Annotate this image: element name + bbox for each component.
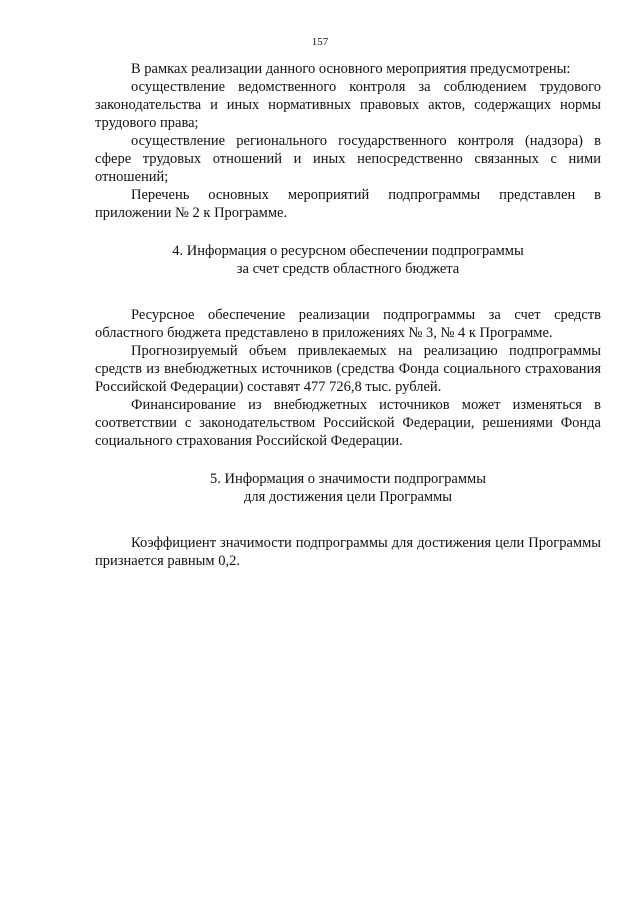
section-4-heading [95,242,601,278]
page-content [95,60,601,570]
section-4-title-line-2: за счет средств областного бюджета [236,261,460,277]
page-number: 157 [311,36,329,48]
section-5-title-line-2: для достижения цели Программы [243,489,453,505]
section-4-paragraph-3: Финансирование из внебюджетных источников может изменяться в соответствии с законодательством Российской Федерации, решениями Фонда социального страхования Российской Федерации. [95,397,601,449]
intro-item-1: осуществление ведомственного контроля за соблюдением трудового законодательства и иных нормативных правовых актов, содержащих нормы трудового права; [95,79,601,131]
section-4-paragraph-2: Прогнозируемый объем привлекаемых на реализацию подпрограммы средств из внебюджетных источников (средства Фонда социального страхования Российской Федерации) составят 477 726,8 тыс. рублей. [95,343,601,395]
section-5-paragraph-1: Коэффициент значимости подпрограммы для достижения цели Программы признается равным 0,2. [95,535,601,569]
section-5-heading [95,470,601,506]
section-4-paragraph-1: Ресурсное обеспечение реализации подпрограммы за счет средств областного бюджета представлено в приложениях № 3, № 4 к Программе. [95,307,601,341]
intro-list-reference: Перечень основных мероприятий подпрограммы представлен в приложении № 2 к Программе. [95,187,601,221]
intro-lead: В рамках реализации данного основного мероприятия предусмотрены: [131,61,571,77]
section-4-title-line-1: 4. Информация о ресурсном обеспечении подпрограммы [172,243,524,259]
section-5-title-line-1: 5. Информация о значимости подпрограммы [210,471,486,487]
intro-item-2: осуществление регионального государственного контроля (надзора) в сфере трудовых отношений и иных непосредственно связанных с ними отношений; [95,133,601,185]
